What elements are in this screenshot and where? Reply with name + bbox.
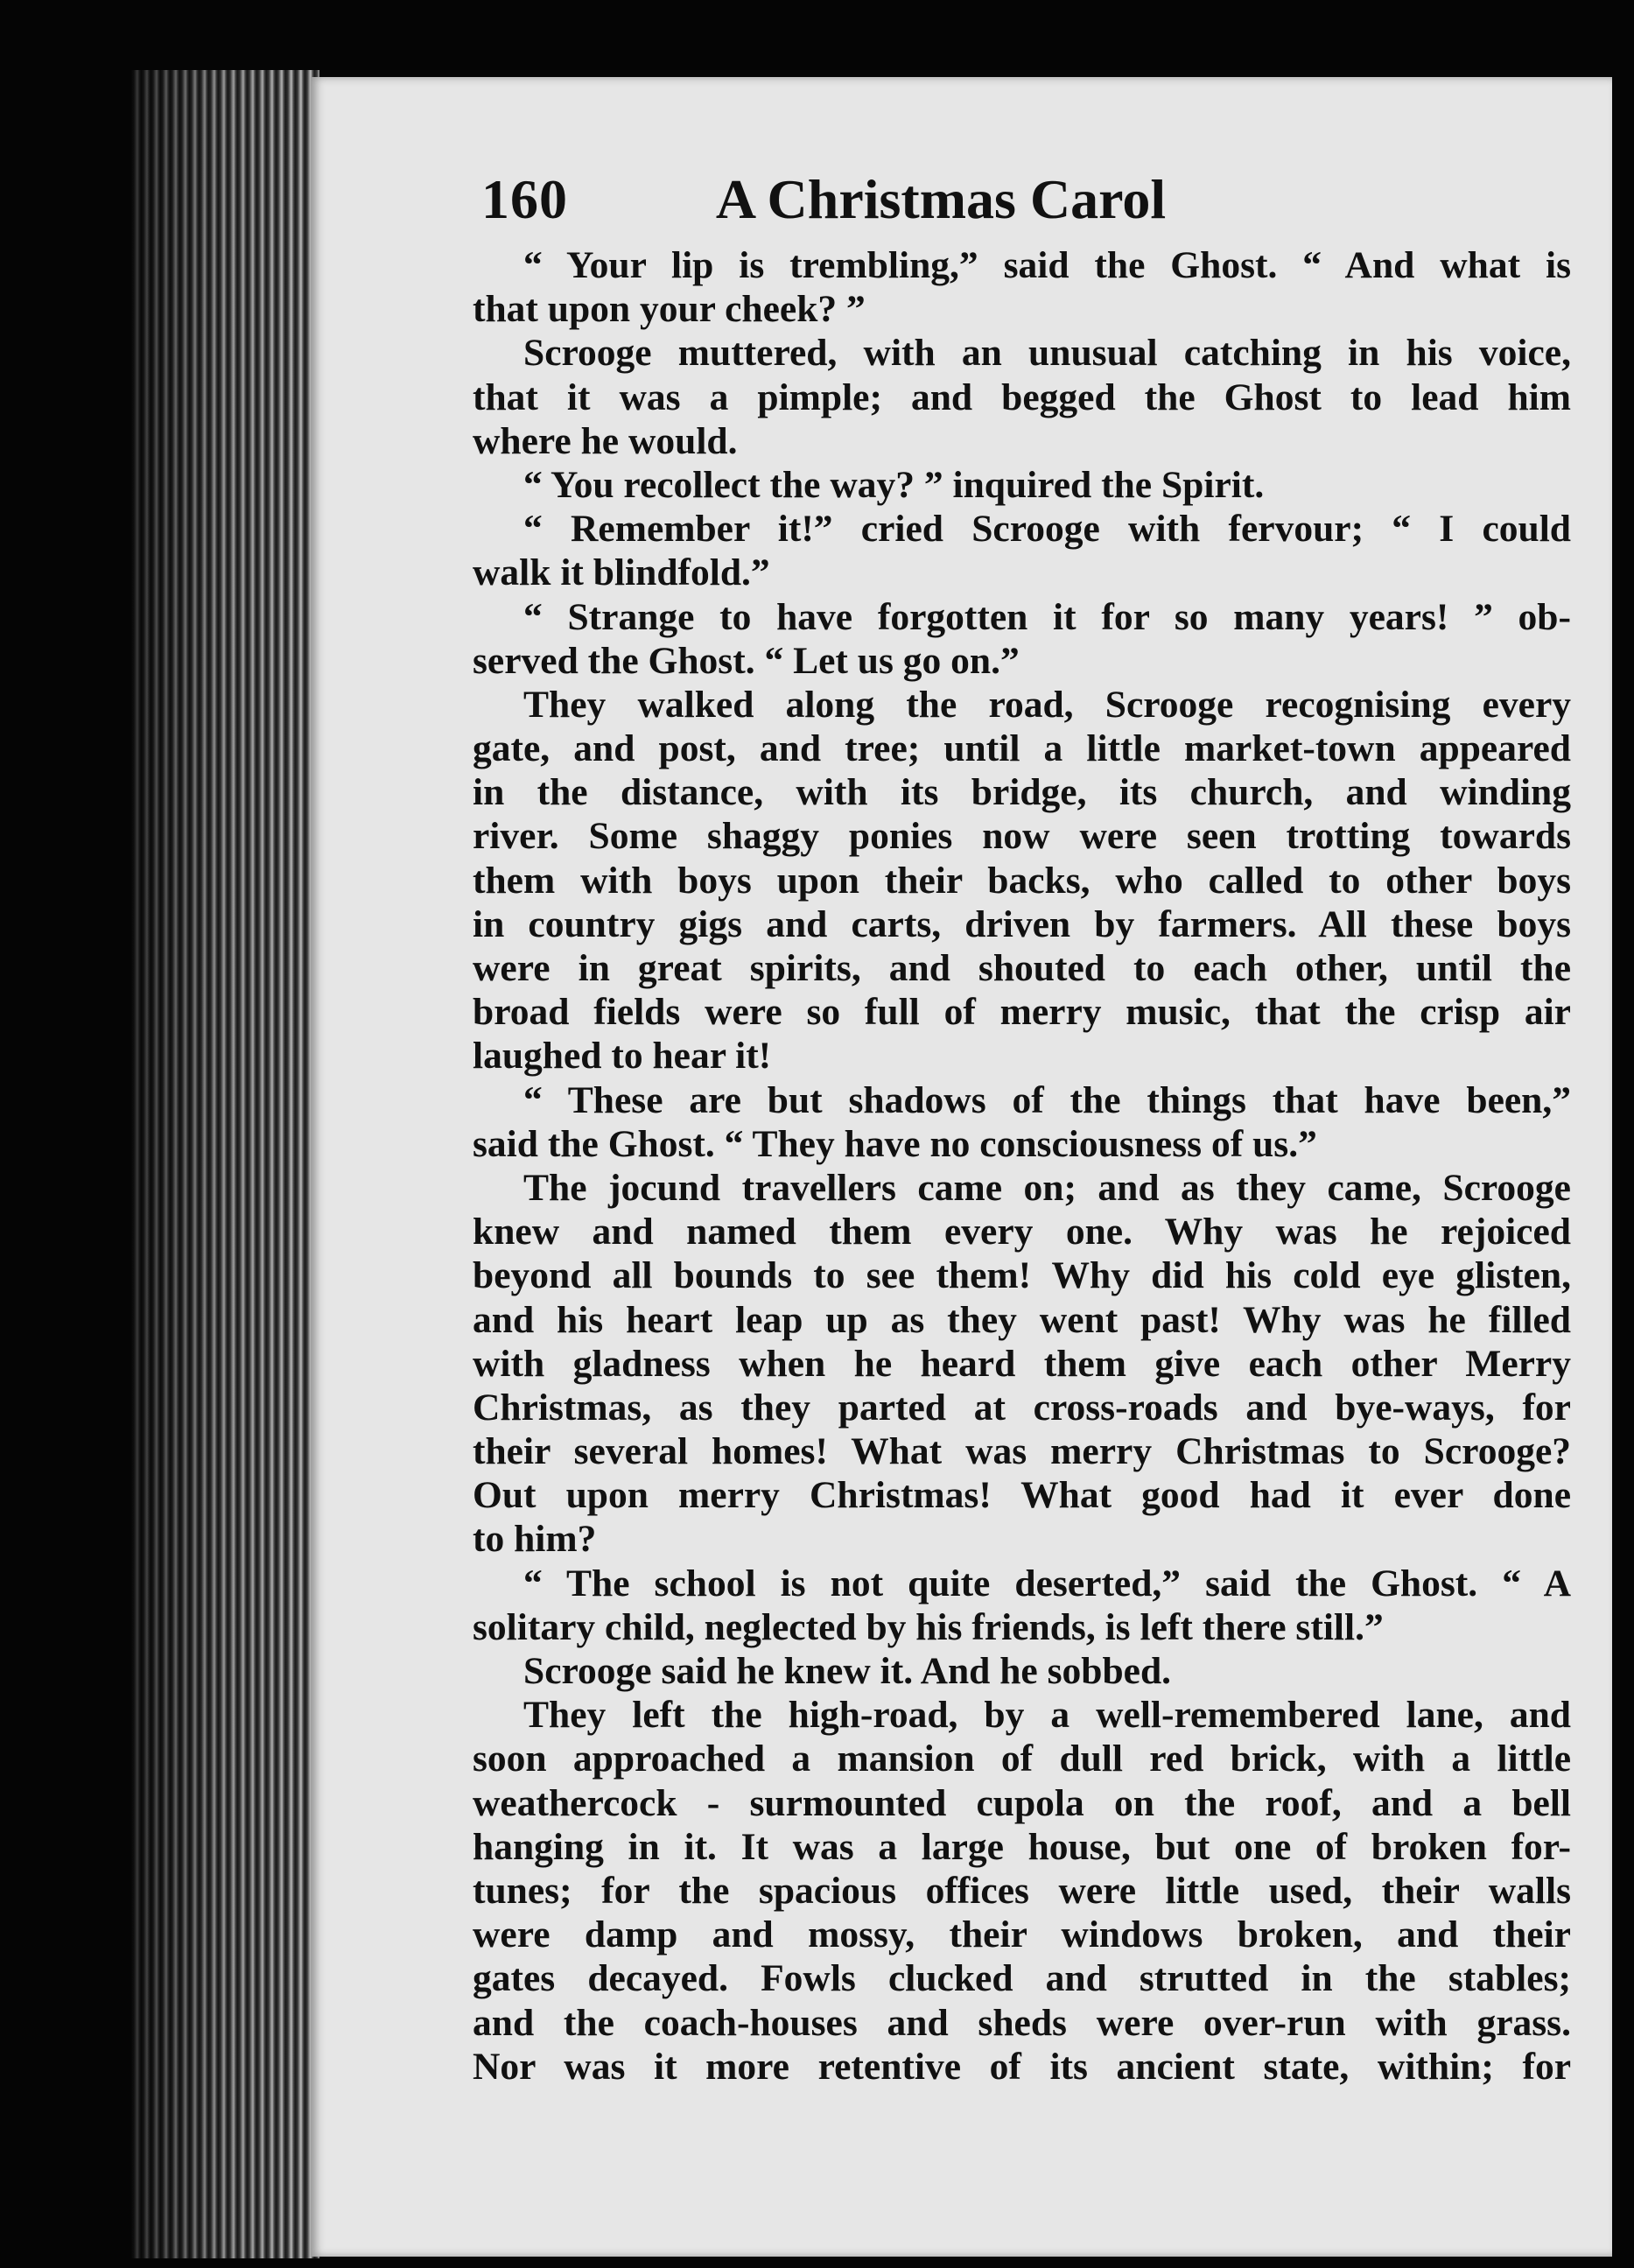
text-line: Scrooge muttered, with an unusual catching in his voice, <box>523 332 1571 375</box>
text-line: knew and named them every one. Why was he rejoiced <box>473 1211 1571 1253</box>
text-line: Nor was it more retentive of its ancient state, within; for <box>473 2045 1571 2088</box>
text-line: Out upon merry Christmas! What good had it ever done <box>473 1474 1571 1517</box>
text-line: “ The school is not quite deserted,” said the Ghost. “ A <box>523 1562 1571 1604</box>
book-page <box>311 77 1612 2257</box>
text-line: “ You recollect the way? ” inquired the Spirit. <box>523 463 1265 506</box>
text-line: The jocund travellers came on; and as they came, Scrooge <box>523 1166 1571 1209</box>
text-line: gate, and post, and tree; until a little market-town appeared <box>473 727 1571 770</box>
text-line: solitary child, neglected by his friends, is left there still.” <box>473 1605 1384 1648</box>
running-head <box>481 160 1612 239</box>
paragraph <box>473 1562 1571 1649</box>
paragraph <box>473 1693 1571 2089</box>
text-line: “ Remember it!” cried Scrooge with fervour; “ I could <box>523 508 1571 551</box>
text-line: broad fields were so full of merry music, that the crisp air <box>473 991 1571 1034</box>
text-line: “ Your lip is trembling,” said the Ghost. “ And what is <box>523 244 1571 286</box>
text-line: tunes; for the spacious offices were little used, their walls <box>473 1869 1571 1912</box>
text-line: that it was a pimple; and begged the Ghost to lead him <box>473 376 1571 418</box>
text-line: Scrooge said he knew it. And he sobbed. <box>523 1650 1172 1692</box>
text-line: that upon your cheek? ” <box>473 288 866 331</box>
paragraph <box>473 243 1571 331</box>
text-line: their several homes! What was merry Christmas to Scrooge? <box>473 1430 1571 1473</box>
text-line: were damp and mossy, their windows broken, and their <box>473 1913 1571 1956</box>
paragraph <box>473 1649 1571 1693</box>
text-line: in the distance, with its bridge, its church, and winding <box>473 771 1571 814</box>
page-title: A Christmas Carol <box>715 168 1167 230</box>
text-line: were in great spirits, and shouted to each other, until the <box>473 947 1571 989</box>
text-line: served the Ghost. “ Let us go on.” <box>473 639 1020 682</box>
text-line: where he would. <box>473 419 738 462</box>
paragraph <box>473 1166 1571 1562</box>
text-line: “ These are but shadows of the things that have been,” <box>523 1078 1571 1121</box>
text-line: soon approached a mansion of dull red brick, with a little <box>473 1738 1571 1780</box>
text-line: with gladness when he heard them give each other Merry <box>473 1342 1571 1385</box>
text-line: “ Strange to have forgotten it for so many years! ” ob- <box>523 595 1571 638</box>
paragraph <box>473 595 1571 683</box>
text-line: Christmas, as they parted at cross-roads and bye-ways, for <box>473 1386 1571 1429</box>
text-line: them with boys upon their backs, who called to other boys <box>473 859 1571 902</box>
text-line: in country gigs and carts, driven by farmers. All these boys <box>473 902 1571 945</box>
text-line: weathercock - surmounted cupola on the roof, and a bell <box>473 1781 1571 1824</box>
page-number: 160 <box>481 168 568 230</box>
text-line: and his heart leap up as they went past! Why was he filled <box>473 1298 1571 1341</box>
paragraph <box>473 1078 1571 1166</box>
paragraph <box>473 683 1571 1078</box>
text-line: They left the high-road, by a well-remembered lane, and <box>523 1694 1571 1737</box>
text-line: hanging in it. It was a large house, but one of broken for- <box>473 1825 1571 1868</box>
paragraph <box>473 331 1571 463</box>
page-edges-shadow <box>131 70 319 2258</box>
paragraph <box>473 463 1571 507</box>
body-text <box>473 243 1571 2089</box>
text-line: river. Some shaggy ponies now were seen trotting towards <box>473 815 1571 858</box>
text-line: laughed to hear it! <box>473 1035 772 1078</box>
text-line: said the Ghost. “ They have no consciousness of us.” <box>473 1122 1317 1165</box>
text-line: and the coach-houses and sheds were over-run with grass. <box>473 2001 1571 2044</box>
paragraph <box>473 507 1571 594</box>
text-line: gates decayed. Fowls clucked and strutted in the stables; <box>473 1957 1571 2000</box>
text-line: walk it blindfold.” <box>473 551 770 594</box>
text-line: beyond all bounds to see them! Why did his cold eye glisten, <box>473 1254 1571 1297</box>
text-line: They walked along the road, Scrooge recognising every <box>523 683 1571 726</box>
text-line: to him? <box>473 1518 597 1561</box>
